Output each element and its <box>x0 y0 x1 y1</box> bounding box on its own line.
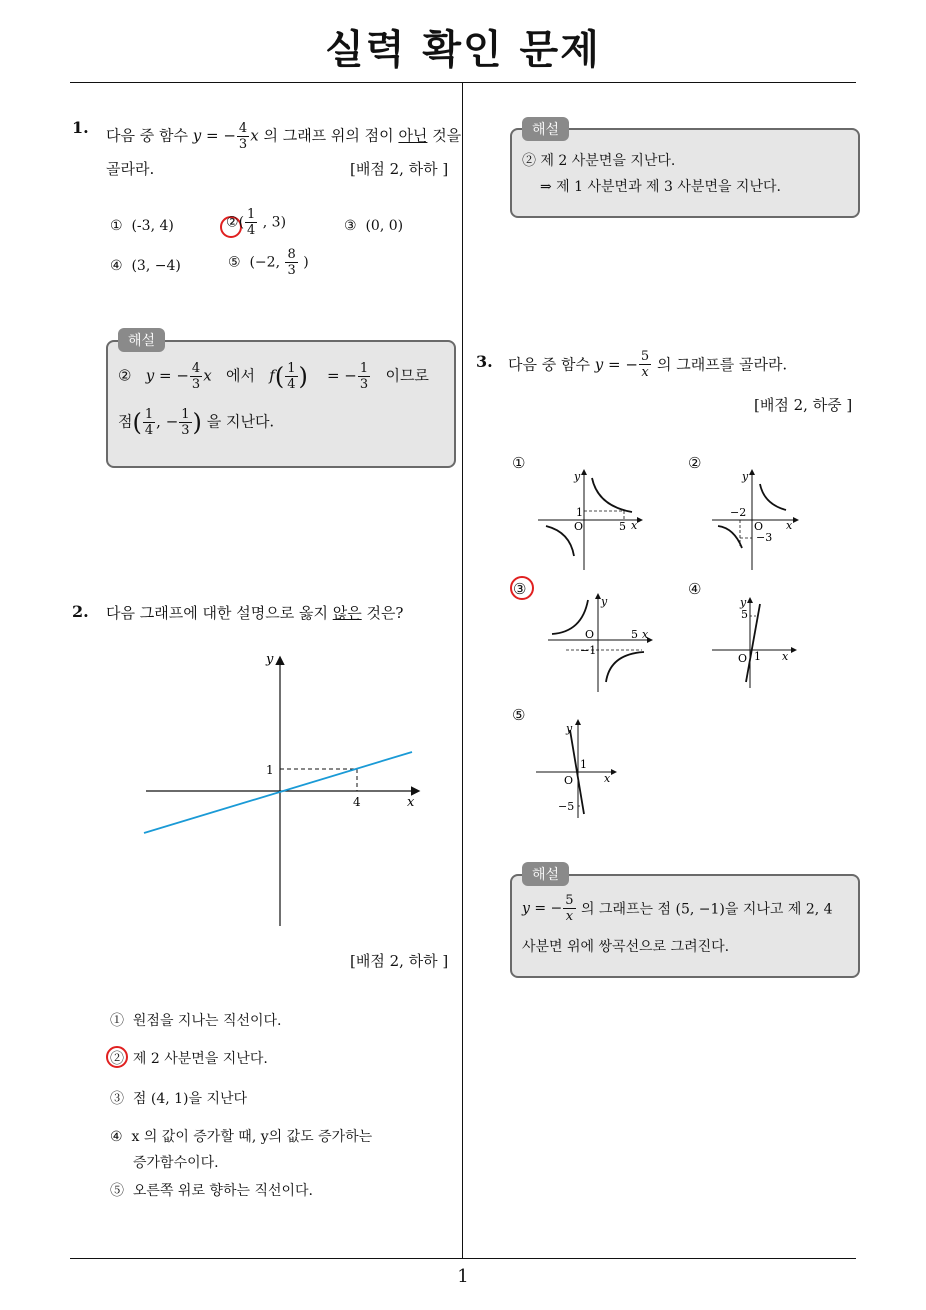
q1-choice-1[interactable]: ① (-3, 4) <box>110 218 174 234</box>
q3-option-1-mark[interactable]: ① <box>512 454 526 472</box>
q2-choice-4[interactable]: ④ x 의 값이 증가할 때, y의 값도 증가하는 <box>110 1129 373 1145</box>
svg-text:5: 5 <box>631 628 638 641</box>
svg-text:−1: −1 <box>580 644 597 657</box>
q3-option-4-mark[interactable]: ④ <box>688 580 702 598</box>
q1-solution-box <box>106 340 456 468</box>
q2-choice-4-line2: 증가함수이다. <box>133 1155 219 1171</box>
q3-option-3-mark[interactable]: ③ <box>513 580 527 598</box>
graph-line <box>144 752 412 833</box>
svg-text:1: 1 <box>580 758 587 771</box>
svg-text:y: y <box>740 596 747 609</box>
svg-text:1: 1 <box>754 650 761 663</box>
column-divider <box>462 82 463 1258</box>
question-2-stem: 다음 그래프에 대한 설명으로 옳지 않은 것은? <box>106 604 404 622</box>
svg-text:O: O <box>738 652 748 665</box>
q3-option-2-mark[interactable]: ② <box>688 454 702 472</box>
svg-text:−5: −5 <box>558 800 575 813</box>
svg-text:y: y <box>601 595 608 608</box>
fraction: $\frac{4}{3}$ <box>238 121 248 152</box>
svg-text:−2: −2 <box>730 506 747 519</box>
x-tick-label: 4 <box>353 795 361 809</box>
svg-text:x: x <box>604 772 611 785</box>
q1-solution-line1: ② y = − $\frac{4}{3}$ x 에서 f( $\frac{1}{4}$ ) = − $\frac{1}{3}$ 이므로 <box>118 361 429 392</box>
svg-text:y: y <box>574 470 581 483</box>
svg-text:x: x <box>631 519 638 532</box>
question-1-score: [배점 2, 하하 ] <box>350 160 449 178</box>
q3-option-5-graph <box>534 716 624 820</box>
y-axis-label: y <box>266 652 274 667</box>
svg-text:x: x <box>786 519 793 532</box>
q2-choice-1[interactable]: ① 원점을 지나는 직선이다. <box>110 1013 282 1029</box>
q2-solution-line1: ② 제 2 사분면을 지난다. <box>522 153 676 169</box>
page-number: 1 <box>457 1266 469 1287</box>
svg-text:O: O <box>754 520 764 533</box>
svg-text:O: O <box>574 520 584 533</box>
solution-tag: 해설 <box>522 862 569 886</box>
header-rule <box>70 82 856 83</box>
svg-text:y: y <box>742 470 749 483</box>
q2-solution-box <box>510 128 860 218</box>
svg-text:O: O <box>585 628 595 641</box>
question-3-stem: 다음 중 함수 y = − $\frac{5}{x}$ 의 그래프를 골라라. <box>508 349 788 380</box>
q3-solution-line2: 사분면 위에 쌍곡선으로 그려진다. <box>522 939 730 955</box>
q3-option-2-graph <box>710 466 820 572</box>
q3-solution-box <box>510 874 860 978</box>
question-3-score: [배점 2, 하중 ] <box>754 396 853 414</box>
svg-text:5: 5 <box>619 520 626 533</box>
solution-tag: 해설 <box>118 328 165 352</box>
question-1-stem-line2: 골라라. <box>106 160 155 178</box>
q2-choice-2[interactable]: ② 제 2 사분면을 지난다. <box>110 1051 268 1067</box>
question-1-number: 1. <box>72 118 89 137</box>
page-title: 실력 확인 문제 <box>325 27 601 73</box>
q1-choice-4[interactable]: ④ (3, −4) <box>110 258 181 274</box>
svg-text:5: 5 <box>741 608 748 621</box>
q2-graph <box>140 648 430 933</box>
x-axis-label: x <box>407 795 415 810</box>
svg-text:1: 1 <box>576 506 583 519</box>
question-2-number: 2. <box>72 602 89 621</box>
q1-choice-3[interactable]: ③ (0, 0) <box>344 218 404 234</box>
svg-text:−3: −3 <box>756 531 773 544</box>
y-tick-label: 1 <box>266 763 274 777</box>
svg-text:O: O <box>564 774 574 787</box>
question-1-stem: 다음 중 함수 y = − $\frac{4}{3}$ x 의 그래프 위의 점이 아닌 것을 <box>106 121 462 152</box>
q3-option-3-graph <box>546 590 656 694</box>
q3-option-5-mark[interactable]: ⑤ <box>512 706 526 724</box>
q1-choice-2[interactable]: ②( $\frac{1}{4}$ , 3) <box>226 207 287 238</box>
q3-solution-line1: y = − $\frac{5}{x}$ 의 그래프는 점 (5, −1)을 지나고 제 2, 4 <box>522 893 833 924</box>
q2-choice-3[interactable]: ③ 점 (4, 1)을 지난다 <box>110 1091 248 1107</box>
q2-choice-5[interactable]: ⑤ 오른쪽 위로 향하는 직선이다. <box>110 1183 313 1199</box>
q2-solution-line2: ⇒ 제 1 사분면과 제 3 사분면을 지난다. <box>540 179 781 195</box>
question-3-number: 3. <box>476 352 493 371</box>
svg-text:y: y <box>566 722 573 735</box>
q3-option-4-graph <box>710 594 810 690</box>
q1-choice-5[interactable]: ⑤ (−2, $\frac{8}{3}$ ) <box>228 247 309 278</box>
q3-option-1-graph <box>536 466 646 572</box>
svg-text:x: x <box>642 628 649 641</box>
question-2-score: [배점 2, 하하 ] <box>350 952 449 970</box>
footer-rule <box>70 1258 856 1259</box>
q1-solution-line2: 점( $\frac{1}{4}$ , − $\frac{1}{3}$ ) 을 지난다. <box>118 407 275 438</box>
svg-text:x: x <box>782 650 789 663</box>
solution-tag: 해설 <box>522 117 569 141</box>
